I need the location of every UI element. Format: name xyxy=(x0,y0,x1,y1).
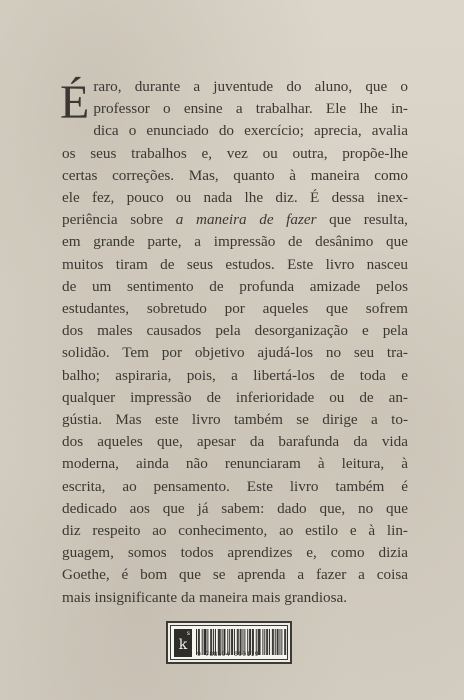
blurb-line: os seus trabalhos e, vez ou outra, propõe-lhe xyxy=(62,144,408,162)
logo-letter: k xyxy=(178,637,188,653)
isbn-number: 9 788594 090119 xyxy=(197,650,259,658)
blurb-line-end: que resulta, xyxy=(316,211,408,229)
publisher-logo xyxy=(174,629,192,657)
blurb-line: professor o ensine a trabalhar. Ele lhe in- xyxy=(93,100,408,118)
blurb-line: em grande parte, a impressão de desânimo que xyxy=(62,233,408,251)
blurb-line: diz respeito ao conhecimento, ao estilo e à lin- xyxy=(62,522,408,540)
blurb-line-start: periência sobre xyxy=(62,211,176,229)
logo-superscript: s xyxy=(186,630,190,637)
blurb-line: Goethe, é bom que se aprenda a fazer a coisa xyxy=(62,566,408,584)
blurb-line: dica o enunciado do exercício; aprecia, avalia xyxy=(93,122,408,140)
blurb-line: dedicado aos que já sabem: dado que, no que xyxy=(62,499,408,517)
blurb-line: raro, durante a juventude do aluno, que o xyxy=(93,78,408,95)
barcode-frame xyxy=(170,625,288,660)
blurb-line: certas correções. Mas, quanto à maneira como xyxy=(62,166,408,184)
blurb-line: mais insignificante da maneira mais grandiosa. xyxy=(62,588,348,606)
blurb-line: solidão. Tem por objetivo ajudá-los no seu tra- xyxy=(62,344,408,362)
blurb-line: de um sentimento de profunda amizade pelos xyxy=(62,277,408,295)
blurb-line: balho; aspiraria, pois, a libertá-los de toda e xyxy=(62,366,408,384)
blurb-text xyxy=(62,76,408,609)
blurb-line: guagem, somos todos aprendizes e, como dizia xyxy=(62,544,408,562)
blurb-line: moderna, ainda não renunciaram à leitura, à xyxy=(62,455,408,473)
blurb-line: estudantes, sobretudo por aqueles que sofrem xyxy=(62,300,408,318)
blurb-line: muitos tiram de seus estudos. Este livro nasceu xyxy=(62,255,408,273)
barcode-panel xyxy=(166,621,292,664)
blurb-line: ele fez, pouco ou nada lhe diz. É dessa inex- xyxy=(62,189,408,207)
blurb-line: escrita, ao pensamento. Este livro também é xyxy=(62,477,408,495)
blurb-line: gústia. Mas este livro também se dirige a to- xyxy=(62,411,408,429)
blurb-line: qualquer impressão de inferioridade ou de an- xyxy=(62,388,408,406)
blurb-line-italic xyxy=(62,209,408,231)
italic-phrase: a maneira de fazer xyxy=(175,211,317,229)
blurb-line: dos aqueles que, apesar da barafunda da vida xyxy=(62,433,408,451)
blurb-line: dos males causados pela desorganização e pela xyxy=(62,322,408,340)
drop-cap: É xyxy=(60,76,90,129)
